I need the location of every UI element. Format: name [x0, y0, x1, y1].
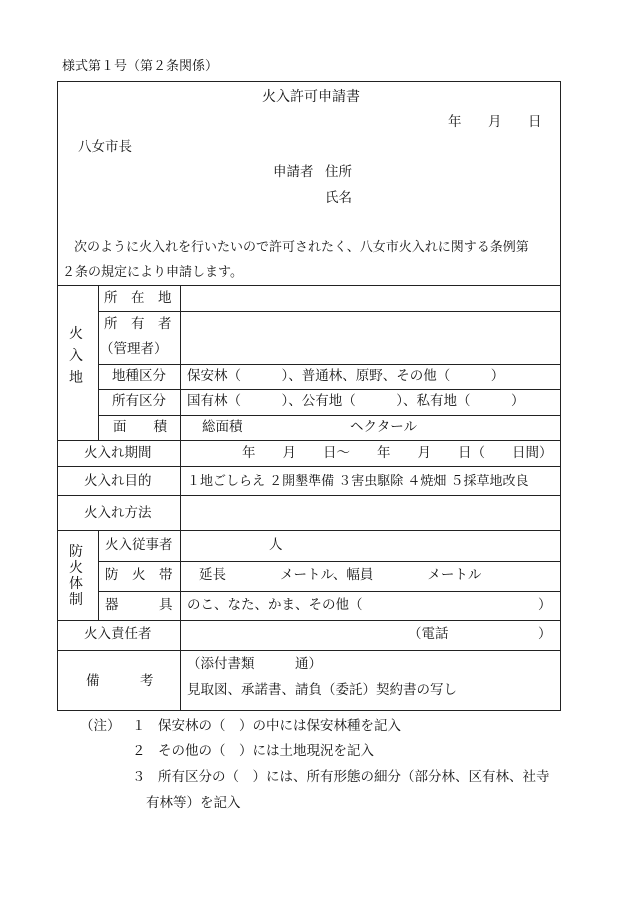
fire-prevention-char: 防 [69, 544, 83, 560]
ownership-value: 国有林（ ）、公有地（ ）、私有地（ ） [187, 393, 525, 409]
attachments-count: （添付書類 通） [187, 656, 322, 672]
fire-prevention-char: 制 [69, 592, 83, 608]
rule-responsible [57, 650, 561, 651]
fire-site-char: 地 [69, 370, 83, 386]
note-text: 保安林の（ ）の中には保安林種を記入 [158, 718, 401, 734]
applicant-label: 申請者 [273, 164, 314, 180]
date-year-label: 年 [448, 114, 462, 130]
applicant-address-label: 住所 [325, 164, 352, 180]
note-text: 所有区分の（ ）には、所有形態の細分（部分林、区有林、社寺 [158, 769, 550, 785]
land-class-value: 保安林（ ）、普通林、原野、その他（ ） [187, 368, 505, 384]
fire-prevention-group-label [69, 545, 83, 607]
owner-label: 所 有 者 [104, 316, 172, 332]
form-title: 火入許可申請書 [262, 89, 360, 105]
fire-prevention-char: 火 [69, 560, 83, 576]
form-number-label: 様式第１号（第２条関係） [62, 59, 219, 74]
rule-site-bottom [57, 440, 561, 441]
workers-label: 火入従事者 [105, 537, 173, 553]
manager-label: （管理者） [100, 341, 168, 357]
remarks-label: 備 考 [86, 673, 154, 689]
ownership-label: 所有区分 [112, 393, 166, 409]
rule-land-class [98, 389, 561, 390]
notes-heading: （注） [80, 718, 121, 734]
firebreak-label: 防 火 帯 [105, 567, 173, 583]
land-class-label: 地種区分 [112, 368, 166, 384]
rule-firebreak [98, 591, 561, 592]
fire-site-char: 入 [69, 348, 83, 364]
purpose-value: １地ごしらえ ２開墾準備 ３害虫駆除 ４焼畑 ５採草地改良 [187, 474, 529, 489]
area-label: 面 積 [113, 419, 167, 435]
rule-owner [98, 364, 561, 365]
note-number: １ [132, 718, 146, 734]
tools-close-paren: ） [538, 597, 552, 613]
responsible-label: 火入責任者 [84, 626, 152, 642]
rule-label-column [180, 285, 181, 711]
rule-workers [98, 561, 561, 562]
date-month-label: 月 [488, 114, 502, 130]
rule-ownership [98, 415, 561, 416]
addressee: 八女市長 [78, 139, 132, 155]
note-number: ２ [132, 743, 146, 759]
note-text: その他の（ ）には土地現況を記入 [158, 743, 374, 759]
period-value: 年 月 日～ 年 月 日（ 日間） [242, 445, 553, 461]
applicant-name-label: 氏名 [325, 190, 352, 206]
rule-location [98, 311, 561, 312]
rule-period [57, 466, 561, 467]
rule-header-bottom [57, 285, 561, 286]
area-total-label: 総面積 [202, 419, 243, 435]
rule-purpose [57, 495, 561, 496]
note-number: ３ [132, 769, 146, 785]
date-day-label: 日 [528, 114, 542, 130]
location-label: 所 在 地 [104, 290, 172, 306]
period-label: 火入れ期間 [84, 445, 152, 461]
workers-unit: 人 [269, 537, 283, 553]
intro-text-line-2: ２条の規定により申請します。 [62, 265, 243, 280]
fire-site-char: 火 [69, 326, 83, 342]
fire-site-group-label [69, 327, 83, 385]
responsible-phone-label: （電話 [408, 626, 449, 642]
attachments-list: 見取図、承諾書、請負（委託）契約書の写し [187, 682, 457, 698]
purpose-label: 火入れ目的 [84, 473, 152, 489]
area-unit-label: ヘクタール [350, 419, 417, 435]
tools-label: 器 具 [105, 597, 173, 613]
firebreak-value: 延長 メートル、幅員 メートル [199, 567, 482, 583]
tools-value: のこ、なた、かま、その他（ [187, 597, 363, 613]
intro-text-line-1: 次のように火入れを行いたいので許可されたく、八女市火入れに関する条例第 [74, 240, 529, 255]
method-label: 火入れ方法 [84, 505, 152, 521]
rule-method [57, 530, 561, 531]
rule-fire-prevention-bottom [57, 620, 561, 621]
responsible-phone-close: ） [538, 626, 552, 642]
rule-fire-group [98, 530, 99, 620]
fire-prevention-char: 体 [69, 576, 83, 592]
note-continuation: 有林等）を記入 [146, 795, 241, 811]
rule-site-group [98, 285, 99, 440]
